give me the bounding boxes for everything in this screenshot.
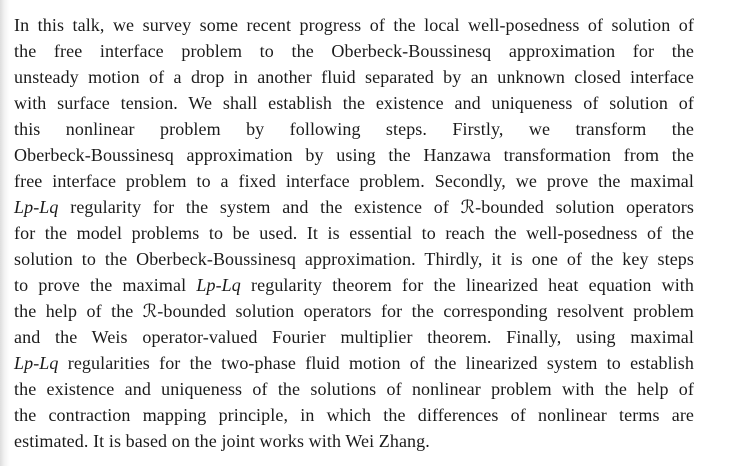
text-line	[14, 350, 694, 376]
text-segment: the existence and uniqueness of the solutions of nonlinear problem with the help of	[14, 379, 694, 399]
text-line	[14, 116, 694, 142]
text-segment: Oberbeck-Boussinesq approximation by using the Hanzawa transformation from the	[14, 145, 694, 165]
text-segment: with surface tension. We shall establish the existence and uniqueness of solution of	[14, 93, 694, 113]
text-line	[14, 64, 694, 90]
script-capital-r-symbol: ℛ	[460, 197, 476, 217]
text-line	[14, 38, 694, 64]
text-line	[14, 376, 694, 402]
text-line	[14, 272, 694, 298]
text-segment: this nonlinear problem by following steps. Firstly, we transform the	[14, 119, 694, 139]
text-line	[14, 90, 694, 116]
page-edge-shadow	[0, 0, 10, 466]
text-segment: estimated. It is based on the joint works with Wei Zhang.	[14, 431, 430, 451]
math-lp-lq-term: Lp-Lq	[14, 197, 59, 217]
text-segment: In this talk, we survey some recent progress of the local well-posedness of solution of	[14, 15, 694, 35]
text-segment: the free interface problem to the Oberbeck-Boussinesq approximation for the	[14, 41, 694, 61]
abstract-paragraph	[14, 12, 694, 454]
text-line	[14, 220, 694, 246]
text-line	[14, 142, 694, 168]
text-segment: to prove the maximal	[14, 275, 197, 295]
script-capital-r-symbol: ℛ	[142, 301, 158, 321]
text-segment: -bounded solution operators for the corresponding resolvent problem	[157, 301, 694, 321]
text-segment: regularity for the system and the existence of	[58, 197, 461, 217]
text-line	[14, 402, 694, 428]
text-line	[14, 428, 694, 454]
text-segment: the help of the	[14, 301, 143, 321]
text-segment: for the model problems to be used. It is essential to reach the well-posedness of the	[14, 223, 694, 243]
math-lp-lq-term: Lp-Lq	[196, 275, 241, 295]
text-line	[14, 298, 694, 324]
text-segment: solution to the Oberbeck-Boussinesq approximation. Thirdly, it is one of the key steps	[14, 249, 694, 269]
text-segment: unsteady motion of a drop in another fluid separated by an unknown closed interface	[14, 67, 694, 87]
text-line	[14, 168, 694, 194]
math-lp-lq-term: Lp-Lq	[14, 353, 59, 373]
text-segment: the contraction mapping principle, in which the differences of nonlinear terms are	[14, 405, 694, 425]
text-segment: -bounded solution operators	[475, 197, 694, 217]
text-segment: free interface problem to a fixed interface problem. Secondly, we prove the maximal	[14, 171, 694, 191]
text-segment: regularity theorem for the linearized heat equation with	[240, 275, 694, 295]
text-segment: and the Weis operator-valued Fourier multiplier theorem. Finally, using maximal	[14, 327, 694, 347]
text-line	[14, 194, 694, 220]
text-segment: regularities for the two-phase fluid motion of the linearized system to establish	[58, 353, 694, 373]
text-line	[14, 12, 694, 38]
text-line	[14, 246, 694, 272]
text-line	[14, 324, 694, 350]
